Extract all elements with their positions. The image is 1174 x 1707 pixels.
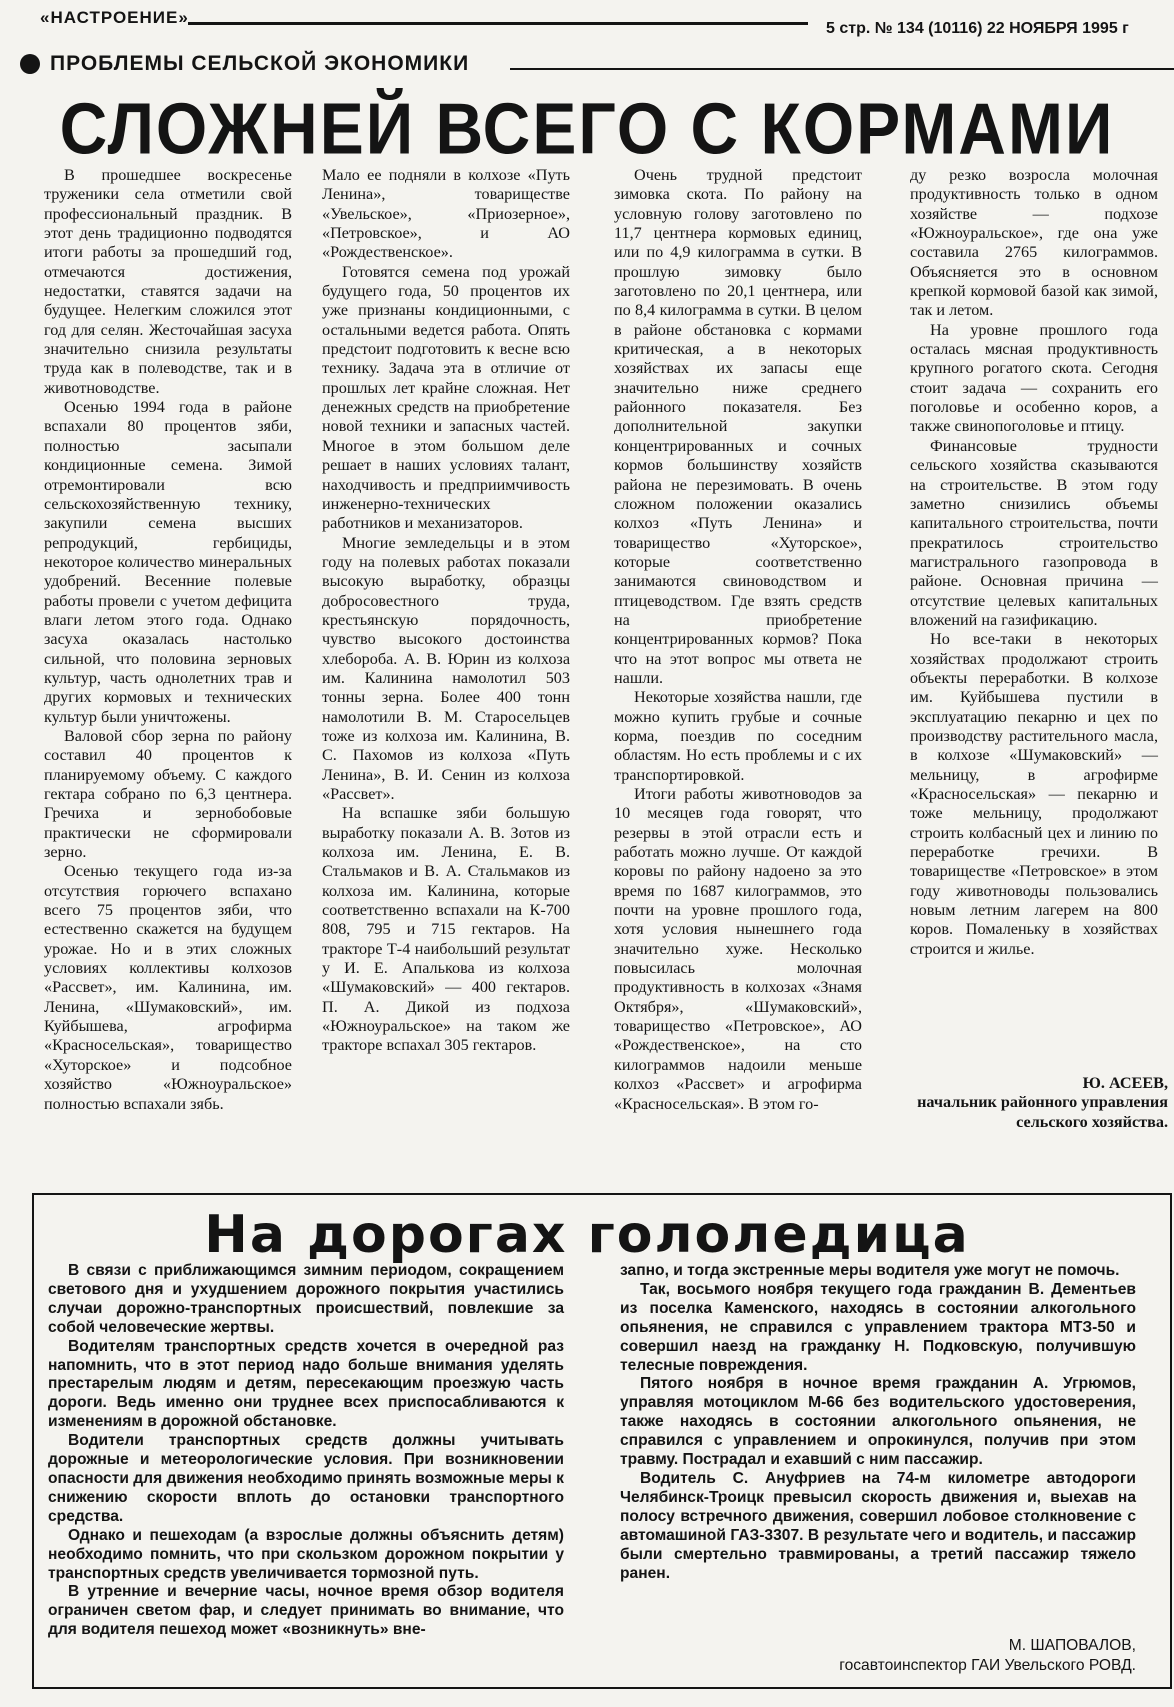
paragraph: В прошедшее воскресенье труженики села отметили свой профессиональный праздник. В этот день традиционно подводятся итоги работы за прошедший год, отмечаются достижения, недостатки, ставятся задачи на будущее. Нелегким сложился этот год для селян. Жесточайшая засуха значительно снизила результаты труда как в полеводстве, так и в животноводстве. <box>44 166 292 397</box>
author-title: госавтоинспектор ГАИ Увельского РОВД. <box>839 1657 1136 1674</box>
paragraph: На вспашке зяби большую выработку показали А. В. Зотов из колхоза им. Ленина, Е. В. Стальмаков и В. А. Стальмаков из колхоза им. Калинина, которые соответственно вспахали на К-700 808, 795 и 715 гектаров. На тракторе Т-4 наибольший результат у И. Е. Апалькова из колхоза «Шумаковский» — 400 гектаров. П. А. Дикой из подхоза «Южноуральское» на таком же тракторе вспахал 305 гектаров. <box>322 804 570 1055</box>
paragraph: Очень трудной предстоит зимовка скота. По району на условную голову заготовлено по 11,7 центнера кормовых единиц, или по 4,9 килограмма в сутки. В прошлую зимовку было заготовлено по 20,1 центнера, или по 8,4 килограмма в сутки. В целом в районе обстановка с кормами критическая, а в некоторых хозяйствах их запасы еще значительно ниже среднего районного показателя. Без дополнительной закупки концентрированных и сочных кормов большинству хозяйств района не перезимовать. В очень сложном положении оказались колхоз «Путь Ленина» и товарищество «Хуторское», которые соответственно занимаются свиноводством и птицеводством. Где взять средств на приобретение концентрированных кормов? Пока что на этот вопрос мы ответа не нашли. <box>614 166 862 687</box>
paragraph: Однако и пешеходам (а взрослые должны объяснить детям) необходимо помнить, что при скользком дорожном покрытии у транспортных средств увеличивается тормозной путь. <box>48 1526 564 1582</box>
paragraph: На уровне прошлого года осталась мясная продуктивность крупного рогатого скота. Сегодня стоит задача — сохранить его поголовье и особенно коров, а также свинопоголовье и птицу. <box>910 320 1158 436</box>
article-column-3 <box>614 166 862 1114</box>
author-name: Ю. АСЕЕВ, <box>1082 1074 1168 1092</box>
paragraph: Но все-таки в некоторых хозяйствах продолжают строить объекты переработки. В колхозе им. Куйбышева пустили в эксплуатацию пекарню и цех по производству растительного масла, в колхозе «Шумаковский» — мельницу, в агрофирме «Красносельская» — пекарню и тоже мельницу, продолжают строить колбасный цех и линию по переработке гречихи. В товариществе «Петровское» в этом году животноводы пользовались новым летним лагерем на 800 коров. Помаленьку в хозяйствах строится и жилье. <box>910 630 1158 958</box>
paragraph: Так, восьмого ноября текущего года гражданин В. Дементьев из поселка Каменского, находясь в состоянии алкогольного опьянения, не справился с управлением трактора МТЗ-50 и совершил наезд на гражданку Н. Подковскую, получившую телесные повреждения. <box>620 1280 1136 1374</box>
article-column-1 <box>44 166 292 1114</box>
paragraph: Финансовые трудности сельского хозяйства сказываются на строительстве. В этом году заметно снизились объемы капитального строительства, почти прекратилось строительство магистрального газопровода в районе. Основная причина — отсутствие целевых капитальных вложений на газификацию. <box>910 436 1158 629</box>
box-column-1 <box>48 1262 564 1640</box>
paragraph: Валовой сбор зерна по району составил 40 процентов к планируемому объему. С каждого гектара собрано по 6,3 центнера. Гречиха и зернобобовые практически не сформировали зерно. <box>44 726 292 862</box>
rubric-title: ПРОБЛЕМЫ СЕЛЬСКОЙ ЭКОНОМИКИ <box>50 52 470 75</box>
newspaper-name: «НАСТРОЕНИЕ» <box>40 8 189 27</box>
box-signature <box>620 1636 1136 1676</box>
paragraph: Итоги работы животноводов за 10 месяцев года говорят, что резервы в этой отрасли есть и работать можно лучше. От каждой коровы по району надоено за это время по 1687 килограммов, это почти на уровне прошлого года, хотя условия нынешнего года значительно хуже. Несколько повысилась молочная продуктивность в колхозах «Знамя Октября», «Шумаковский», товарищество «Петровское», АО «Рождественское», на сто килограммов надоили меньше колхоз «Рассвет» и агрофирма «Красносельская». В этом го- <box>614 785 862 1113</box>
paragraph: Некоторые хозяйства нашли, где можно купить грубые и сочные корма, поездив по соседним областям. Но есть проблемы и с их транспортировкой. <box>614 688 862 784</box>
paragraph: Готовятся семена под урожай будущего года, 50 процентов их уже признаны кондиционными, с остальными ведется работа. Опять предстоит подготовить к весне всю технику. Задача эта в отличие от прошлых лет крайне сложная. Нет денежных средств на приобретение новой техники и запасных частей. Многое в этом большом деле решает в наших условиях талант, находчивость и предприимчивость инженерно-технических работников и механизаторов. <box>322 262 570 533</box>
article-column-2 <box>322 166 570 1056</box>
article-headline: СЛОЖНЕЙ ВСЕГО С КОРМАМИ <box>59 87 1115 169</box>
issue-info: 5 стр. № 134 (10116) 22 НОЯБРЯ 1995 г <box>826 20 1129 37</box>
rubric <box>20 52 469 76</box>
paragraph: Осенью 1994 года в районе вспахали 80 процентов зяби, полностью засыпали кондиционные семена. Зимой отремонтировали всю сельскохозяйственную технику, закупили семена высших репродукций, гербициды, некоторое количество минеральных удобрений. Весенние полевые работы провели с учетом дефицита влаги летом этого года. Однако засуха оказалась настолько сильной, что половина зерновых культур, часть однолетних трав и других кормовых и технических культур были уничтожены. <box>44 398 292 726</box>
bullet-icon <box>20 54 40 74</box>
article-signature <box>910 1074 1168 1132</box>
paragraph: Водители транспортных средств должны учитывать дорожные и метеорологические условия. При возникновении опасности для движения необходимо принять возможные меры к снижению скорости вплоть до остановки транспортного средства. <box>48 1432 564 1525</box>
paragraph: Осенью текущего года из-за отсутствия горючего вспахано всего 75 процентов зяби, что естественно скажется на будущем урожае. Но и в этих сложных условиях коллективы колхозов «Рассвет», им. Калинина, им. Ленина, «Шумаковский», им. Куйбышева, агрофирма «Красносельская», товарищество «Хуторское» и подсобное хозяйство «Южноуральское» полностью вспахали зябь. <box>44 862 292 1113</box>
paragraph: запно, и тогда экстренные меры водителя уже могут не помочь. <box>620 1262 1120 1279</box>
paragraph: В утренние и вечерние часы, ночное время обзор водителя ограничен светом фар, и следует принимать во внимание, что для водителя пешеход может «возникнуть» вне- <box>48 1583 564 1639</box>
paragraph: Водитель С. Ануфриев на 74-м километре автодороги Челябинск-Троицк превысил скорость движения и, выехав на полосу встречного движения, совершил лобовое столкновение с автомашиной ГАЗ-3307. В результате чего и водитель, и пассажир были смертельно травмированы, а третий пассажир тяжело ранен. <box>620 1469 1136 1582</box>
paragraph: В связи с приближающимся зимним периодом, сокращением светового дня и ухудшением дорожного покрытия участились случаи дорожно-транспортных происшествий, повлекшие за собой человеческие жертвы. <box>48 1262 564 1336</box>
paragraph: Мало ее подняли в колхозе «Путь Ленина», товариществе «Увельское», «Приозерное», «Петровское», и АО «Рождественское». <box>322 166 570 262</box>
author-name: М. ШАПОВАЛОВ, <box>1008 1637 1136 1654</box>
author-title: начальник районного управления сельского хозяйства. <box>917 1093 1168 1131</box>
paragraph: Многие земледельцы и в этом году на полевых работах показали высокую выработку, образцы добросовестного труда, крестьянскую порядочность, чувство высокого достоинства хлебороба. А. В. Юрин из колхоза им. Калинина намолотил 503 тонны зерна. Более 400 тонн намолотили В. М. Старосельцев тоже из колхоза им. Калинина, В. С. Пахомов из колхоза «Путь Ленина», В. И. Сенин из колхоза «Рассвет». <box>322 533 570 803</box>
article-column-4 <box>910 166 1158 959</box>
paragraph: Пятого ноября в ночное время гражданин А. Угрюмов, управляя мотоциклом М-66 без водительского удостоверения, также находясь в состоянии алкогольного опьянения, не справился с управлением и опрокинулся, получив при этом травму. Пострадал и ехавший с ним пассажир. <box>620 1375 1136 1469</box>
box-column-2 <box>620 1262 1136 1583</box>
paragraph: Водителям транспортных средств хочется в очередной раз напомнить, что в этот период надо больше внимания уделять престарелым людям и детям, пересекающим проезжую часть дороги. Ведь именно они труднее всех приспосабливаются к изменениям в дорожной обстановке. <box>48 1337 564 1431</box>
header-rule <box>188 22 808 25</box>
paragraph: ду резко возросла молочная продуктивность только в одном хозяйстве — подхозе «Южноуральское», где она уже составила 2765 килограммов. Объясняется это в основном крепкой кормовой базой как зимой, так и летом. <box>910 166 1158 320</box>
rubric-rule <box>510 68 1174 70</box>
box-headline: На дорогах гололедица <box>204 1205 970 1265</box>
